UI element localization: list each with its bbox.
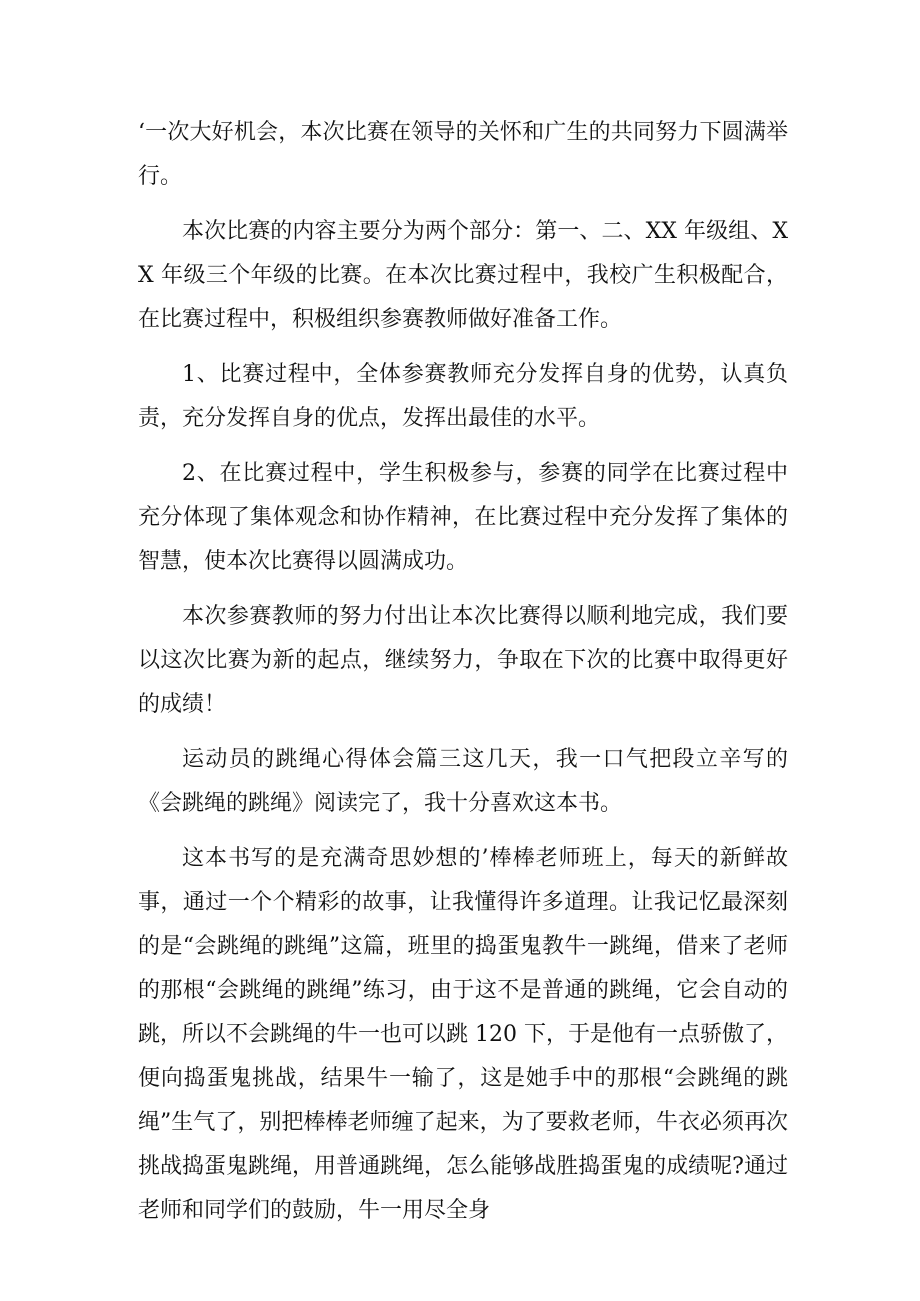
paragraph-conclusion: 本次参赛教师的努力付出让本次比赛得以顺利地完成，我们要以这次比赛为新的起点，继续努力，争取在下次的比赛中取得更好的成绩！ [138, 604, 788, 717]
paragraph-point-two: 2、在比赛过程中，学生积极参与，参赛的同学在比赛过程中充分体现了集体观念和协作精神，在比赛过程中充分发挥了集体的智慧，使本次比赛得以圆满成功。 [138, 461, 788, 574]
paragraph-gap [138, 342, 788, 353]
paragraph-gap [138, 199, 788, 210]
paragraph-gap [138, 441, 788, 452]
paragraph-gap [138, 826, 788, 837]
body-text [138, 111, 788, 1233]
paragraph-gap [138, 727, 788, 738]
paragraph-continuation: ‘一次大好机会，本次比赛在领导的关怀和广生的共同努力下圆满举行。 [138, 120, 788, 189]
paragraph-book-story: 这本书写的是充满奇思妙想的’棒棒老师班上，每天的新鲜故事，通过一个个精彩的故事，让我懂得许多道理。让我记忆最深刻的是“会跳绳的跳绳”这篇，班里的捣蛋鬼教牛一跳绳，借来了老师的那根“会跳绳的跳绳”练习，由于这不是普通的跳绳，它会自动的跳，所以不会跳绳的牛一也可以跳 120 下，于是他有一点骄傲了，便向捣蛋鬼挑战，结果牛一输了，这是她手中的那根“会跳绳的跳绳”生气了，别把棒棒老师缠了起来，为了要救老师，牛衣必须再次挑战捣蛋鬼跳绳，用普通跳绳，怎么能够战胜捣蛋鬼的成绩呢?通过老师和同学们的鼓励，牛一用尽全身 [138, 846, 788, 1223]
paragraph-competition-content: 本次比赛的内容主要分为两个部分：第一、二、XX 年级组、XX 年级三个年级的比赛。在本次比赛过程中，我校广生积极配合，在比赛过程中，积极组织参赛教师做好准备工作。 [138, 219, 788, 332]
paragraph-point-one: 1、比赛过程中，全体参赛教师充分发挥自身的优势，认真负责，充分发挥自身的优点，发挥出最佳的水平。 [138, 362, 788, 431]
paragraph-section-three-intro: 运动员的跳绳心得体会篇三这几天，我一口气把段立辛写的《会跳绳的跳绳》阅读完了，我十分喜欢这本书。 [138, 747, 788, 816]
paragraph-gap [138, 584, 788, 595]
